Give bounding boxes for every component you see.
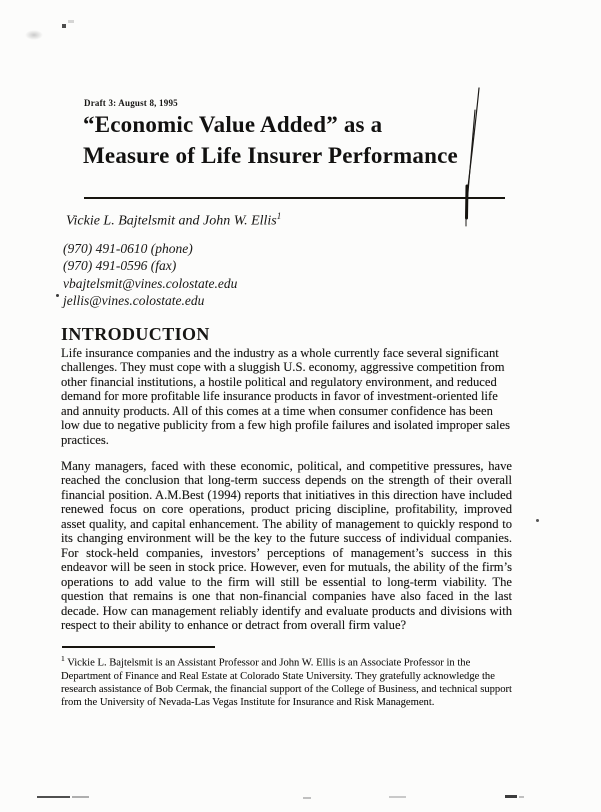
- fax-line: (970) 491-0596 (fax): [63, 258, 177, 274]
- footnote-marker: 1: [61, 654, 65, 663]
- scan-artifact-dash: [505, 795, 517, 798]
- introduction-paragraph-1: Life insurance companies and the industry as a whole currently face several significant challenges. They must cope with a sluggish U.S. economy, aggressive competition from other financial institutions, a hostile political and regulatory environment, and reduced demand for more profitable life insurance products in favor of investment-oriented life and annuity products. All of this comes at a time when consumer confidence has been low due to negative publicity from a few high profile failures and isolated improper sales practices.: [61, 346, 511, 447]
- paper-title-line1: “Economic Value Added” as a: [83, 112, 383, 137]
- title-rule-line: [84, 197, 505, 199]
- author-names: Vickie L. Bajtelsmit and John W. Ellis: [66, 213, 277, 229]
- introduction-paragraph-2: Many managers, faced with these economic, political, and competitive pressures, have reached the conclusion that long-term success depends on the strength of their overall financial position. A.M.Best (1994) reports that initiatives in this direction have included renewed focus on core operations, product pricing discipline, profitability, improved asset quality, and capital enhancement. The ability of management to quickly respond to its changing environment will be the key to the future success of individual companies. For stock-held companies, investors’ perceptions of management’s success in this endeavor will be seen in stock price. However, even for mutuals, the ability of the firm’s operations to add value to the firm will still be essential to long-term viability. The question that remains is one that non-financial companies have also faced in the last decade. How can management reliably identify and evaluate products and divisions with respect to their ability to enhance or detract from overall firm value?: [61, 459, 512, 632]
- phone-line: (970) 491-0610 (phone): [63, 241, 193, 256]
- stray-ink-dot: [536, 519, 539, 522]
- email-author2: jellis@vines.colostate.edu: [63, 293, 205, 309]
- paper-title: [83, 109, 458, 171]
- stray-ink-dot: [56, 294, 59, 297]
- author-footnote-marker: 1: [276, 211, 282, 221]
- section-heading-introduction: INTRODUCTION: [61, 324, 210, 344]
- pen-mark: [440, 78, 520, 230]
- scan-artifact-dash: [519, 796, 524, 798]
- scan-artifact-dash: [389, 796, 406, 798]
- footnote-text: Vickie L. Bajtelsmit is an Assistant Professor and John W. Ellis is an Associate Professor in the Department of Finance and Real Estate at Colorado State University. They gratefully acknowledge the research assistance of Bob Cermak, the financial support of the College of Business, and technical support from the University of Nevada-Las Vegas Institute for Insurance and Risk Management.: [61, 657, 512, 708]
- footnote: [61, 652, 516, 709]
- scan-artifact-line: [72, 796, 89, 798]
- scan-speck: [68, 20, 74, 23]
- scan-speck: [25, 30, 43, 40]
- scan-artifact-line: [37, 796, 70, 798]
- paper-title-line2: Measure of Life Insurer Performance: [83, 143, 458, 168]
- author-line: [66, 211, 281, 230]
- contact-block: [63, 240, 237, 310]
- scan-artifact-dash: [303, 797, 311, 799]
- footnote-separator-line: [62, 646, 215, 648]
- scan-speck: [62, 24, 66, 28]
- draft-date-line: Draft 3: August 8, 1995: [84, 98, 178, 108]
- email-author1: vbajtelsmit@vines.colostate.edu: [63, 275, 238, 291]
